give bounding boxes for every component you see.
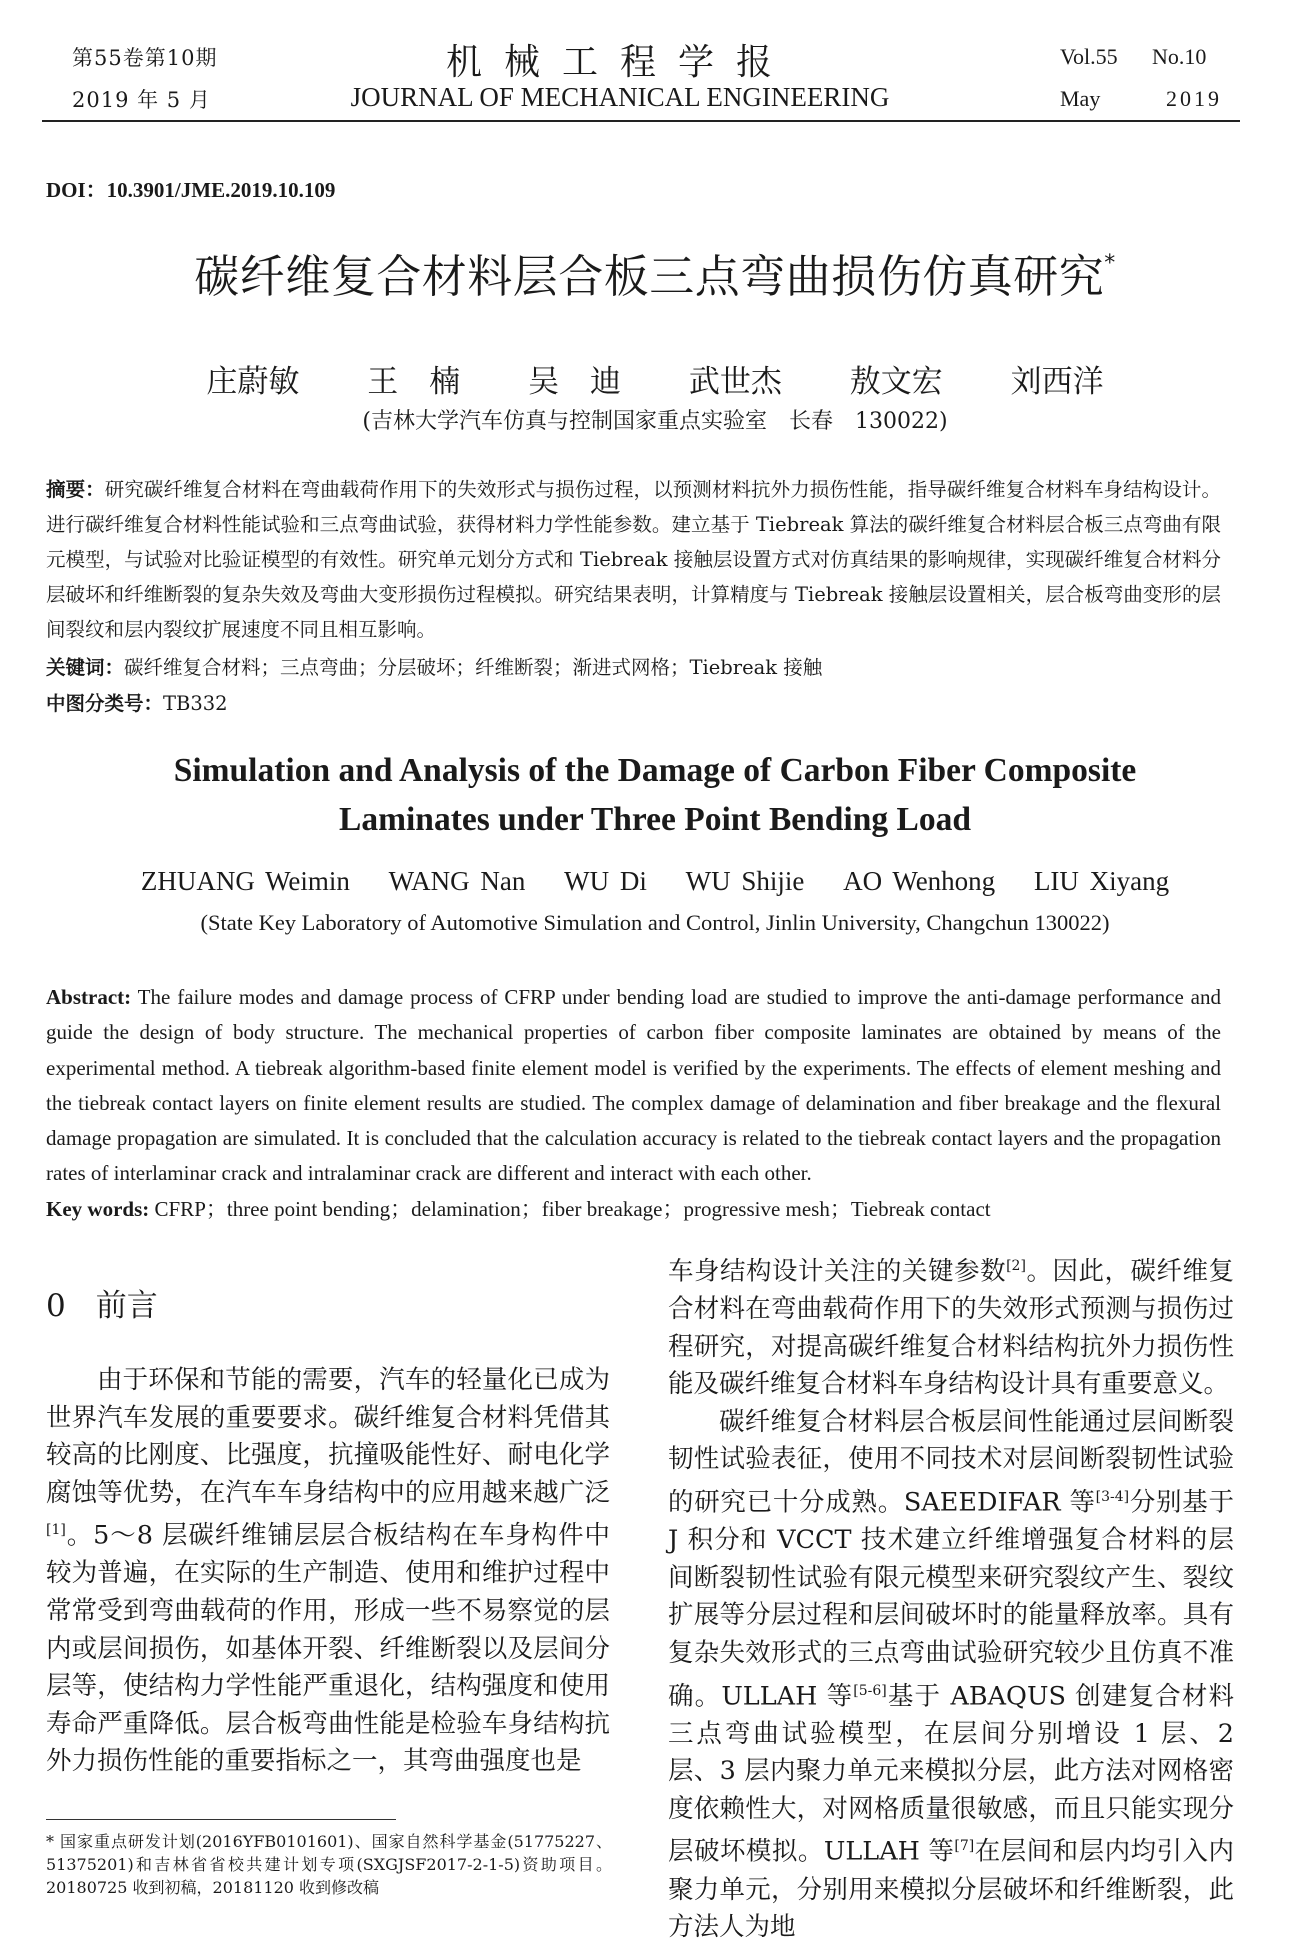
keywords-cn-label: 关键词：	[46, 656, 125, 679]
citation: [1]	[46, 1522, 66, 1539]
citation: [7]	[954, 1838, 975, 1855]
header-month-en: May	[1060, 86, 1101, 111]
section-title: 前言	[95, 1288, 158, 1324]
body-text: 车身结构设计关注的关键参数	[668, 1256, 1007, 1287]
keywords-en-label: Key words:	[46, 1197, 150, 1221]
authors-en	[40, 866, 1270, 897]
author-en: ZHUANG Weimin	[140, 866, 350, 896]
clc-text: TB332	[163, 692, 228, 715]
section-number: 0	[46, 1288, 66, 1324]
abstract-cn-text: 研究碳纤维复合材料在弯曲载荷作用下的失效形式与损伤过程，以预测材料抗外力损伤性能，指导碳纤维复合材料车身结构设计。进行碳纤维复合材料性能试验和三点弯曲试验，获得材料力学性能参数。建立基于 Tiebreak 算法的碳纤维复合材料层合板三点弯曲有限元模型，与试验对比验证模型的有效性。研究单元划分方式和 Tiebreak 接触层设置方式对仿真结果的影响规律，实现碳纤维复合材料分层破坏和纤维断裂的复杂失效及弯曲大变形损伤过程模拟。研究结果表明，计算精度与 Tiebreak 接触层设置相关，层合板弯曲变形的层间裂纹和层内裂纹扩展速度不同且相互影响。	[46, 478, 1221, 641]
affiliation-en: (State Key Laboratory of Automotive Simulation and Control, Jinlin University, Changchun 130022)	[200, 910, 1110, 935]
header-rule	[42, 120, 1240, 122]
keywords-en	[46, 1192, 1221, 1227]
footnote-rule	[46, 1819, 396, 1820]
clc-number	[46, 686, 1221, 721]
journal-title-en: JOURNAL OF MECHANICAL ENGINEERING	[350, 82, 890, 112]
header-year-en: 2019	[1166, 86, 1222, 111]
title-cn	[40, 240, 1270, 305]
body-right-column	[668, 1248, 1234, 1947]
affiliation-cn: (吉林大学汽车仿真与控制国家重点实验室 长春 130022)	[362, 409, 948, 434]
keywords-cn-text: 碳纤维复合材料；三点弯曲；分层破坏；纤维断裂；渐进式网格；Tiebreak 接触	[124, 656, 823, 679]
body-paragraph	[46, 1362, 610, 1781]
authors-cn	[40, 356, 1270, 401]
doi: DOI：10.3901/JME.2019.10.109	[46, 178, 336, 202]
author-en: WU Shijie	[685, 866, 805, 896]
body-text: 。5～8 层碳纤维铺层层合板结构在车身构件中较为普遍，在实际的生产制造、使用和维护过程中常常受到弯曲载荷的作用，形成一些不易察觉的层内或层间损伤，如基体开裂、纤维断裂以及层间分层等，使结构力学性能严重退化，结构强度和使用寿命严重降低。层合板弯曲性能是检验车身结构抗外力损伤性能的重要指标之一，其弯曲强度也是	[46, 1520, 610, 1777]
abstract-en	[46, 980, 1221, 1192]
author-cn: 武世杰	[688, 364, 782, 400]
footnote: * 国家重点研发计划(2016YFB0101601)、国家自然科学基金(51775227、51375201)和吉林省省校共建计划专项(SXGJSF2017-2-1-5)资助项目。20180725 收到初稿，20181120 收到修改稿	[46, 1832, 612, 1897]
abstract-cn	[46, 472, 1221, 647]
header-volume-en: Vol.55	[1060, 44, 1118, 69]
citation: [5-6]	[853, 1682, 887, 1699]
header-volume-cn: 第55卷第10期	[72, 46, 218, 70]
body-left-column	[46, 1362, 610, 1781]
author-cn: 刘西洋	[1010, 364, 1104, 400]
body-text: 。因此，碳纤维复合材料在弯曲载荷作用下的失效形式预测与损伤过程研究，对提高碳纤维复合材料结构抗外力损伤性能及碳纤维复合材料车身结构设计具有重要意义。	[668, 1256, 1234, 1400]
section-heading	[46, 1280, 158, 1325]
header-date-cn: 2019 年 5 月	[72, 88, 211, 112]
citation: [2]	[1006, 1258, 1026, 1274]
author-en: WANG Nan	[388, 866, 526, 896]
keywords-en-text: CFRP；three point bending；delamination；fiber breakage；progressive mesh；Tiebreak contact	[154, 1197, 991, 1221]
header-number-en: No.10	[1152, 44, 1207, 69]
citation: [3-4]	[1095, 1489, 1130, 1506]
title-cn-footnote-mark: *	[1104, 251, 1116, 276]
author-cn: 敖文宏	[849, 364, 943, 400]
body-paragraph	[668, 1248, 1234, 1404]
title-cn-text: 碳纤维复合材料层合板三点弯曲损伤仿真研究	[194, 250, 1105, 303]
body-text: 分别基于 J 积分和 VCCT 技术建立纤维增强复合材料的层间断裂韧性试验有限元模型来研究裂纹产生、裂纹扩展等分层过程和层间破坏时的能量释放率。具有复杂失效形式的三点弯曲试验研究较少且仿真不准确。ULLAH 等	[668, 1487, 1234, 1712]
author-en: LIU Xiyang	[1033, 866, 1170, 896]
body-paragraph	[668, 1404, 1234, 1947]
title-en	[40, 746, 1270, 844]
journal-title-cn: 机械工程学报	[445, 42, 794, 83]
author-en: AO Wenhong	[843, 866, 996, 896]
author-cn: 吴 迪	[528, 364, 622, 400]
author-en: WU Di	[564, 866, 647, 896]
abstract-en-label: Abstract:	[46, 985, 132, 1009]
abstract-en-text: The failure modes and damage process of CFRP under bending load are studied to improve the anti-damage performance and guide the design of body structure. The mechanical properties of carbon fiber composite laminates are obtained by means of the experimental method. A tiebreak algorithm-based finite element model is verified by the experiments. The effects of element meshing and the tiebreak contact layers on finite element results are studied. The complex damage of delamination and fiber breakage and the flexural damage propagation are simulated. It is concluded that the calculation accuracy is related to the tiebreak contact layers and the propagation rates of interlaminar crack and intralaminar crack are different and interact with each other.	[46, 985, 1221, 1186]
body-text: 由于环保和节能的需要，汽车的轻量化已成为世界汽车发展的重要要求。碳纤维复合材料凭借其较高的比刚度、比强度，抗撞吸能性好、耐电化学腐蚀等优势，在汽车车身结构中的应用越来越广泛	[46, 1365, 610, 1508]
clc-label: 中图分类号：	[46, 692, 164, 715]
title-en-line: Laminates under Three Point Bending Load	[339, 801, 971, 838]
keywords-cn	[46, 650, 1221, 685]
body-text: 基于 ABAQUS 创建复合材料三点弯曲试验模型，在层间分别增设 1 层、2 层、3 层内聚力单元来模拟分层，此方法对网格密度依赖性大，对网格质量很敏感，而且只能实现分层破坏模拟。ULLAH 等	[668, 1681, 1234, 1867]
body-text: 碳纤维复合材料层合板层间性能通过层间断裂韧性试验表征，使用不同技术对层间断裂韧性试验的研究已十分成熟。SAEEDIFAR 等	[668, 1406, 1234, 1518]
body-text: 在层间和层内均引入内聚力单元，分别用来模拟分层破坏和纤维断裂，此方法人为地	[668, 1836, 1234, 1943]
author-cn: 王 楠	[367, 364, 461, 400]
author-cn: 庄蔚敏	[206, 364, 300, 400]
title-en-line: Simulation and Analysis of the Damage of Carbon Fiber Composite	[173, 752, 1137, 789]
abstract-cn-label: 摘要：	[46, 478, 105, 501]
